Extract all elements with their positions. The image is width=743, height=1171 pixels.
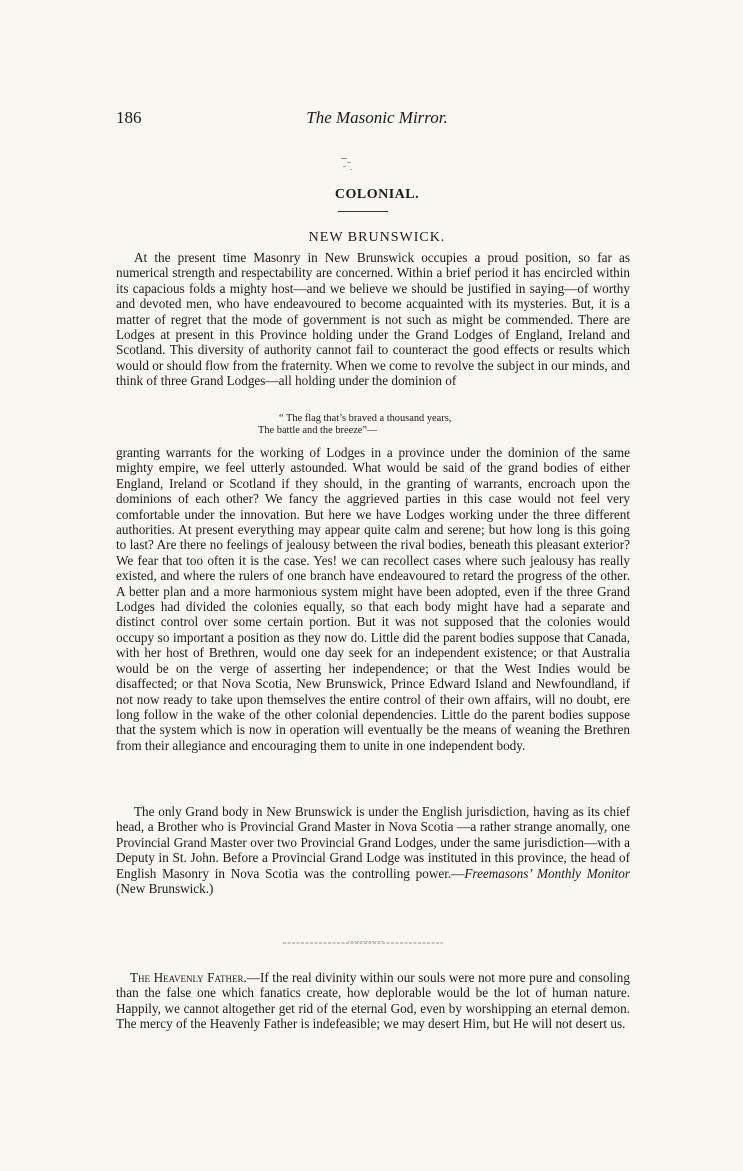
verse-line-1: “ The flag that’s braved a thousand years, bbox=[279, 413, 452, 424]
note-text: —If the real divinity within our souls were not more pure and consoling than the false one which fanatics create, how deplorable would be the lot of human nature. Happily, we cannot altogether get rid of the eternal God, even by worshipping an eternal demon. The mercy of the Heavenly Father is indefeasible; we may desert Him, but He will not desert us. bbox=[116, 970, 630, 1032]
verse-line-2: The battle and the breeze”— bbox=[258, 425, 378, 437]
printing-specks bbox=[333, 156, 363, 176]
paragraph-3-body: The only Grand body in New Brunswick is under the English jurisdiction, having as its chief head, a Brother who is Provincial Grand Master in Nova Scotia —a rather strange anomally, one Provincial Grand Master over two Provincial Grand Lodges, under the same jurisdiction—with a Deputy in St. John. Before a Provincial Grand Lodge was instituted in this province, the head of English Masonry in Nova Scotia was the controlling power.— bbox=[116, 804, 630, 881]
section-rule bbox=[338, 211, 388, 212]
journal-title: The Masonic Mirror. bbox=[306, 108, 448, 127]
note-heading: The Heavenly Father. bbox=[130, 970, 247, 985]
source-suffix: (New Brunswick.) bbox=[116, 881, 214, 897]
running-head bbox=[116, 108, 638, 130]
verse-quotation bbox=[116, 413, 638, 438]
section-title: COLONIAL. bbox=[334, 187, 420, 202]
article-paragraph-2: granting warrants for the working of Lodges in a province under the dominion of the same mighty empire, we feel utterly astounded. What would be said of the grand bodies of either England, Ireland or Scotland if they should, in the granting of warrants, encroach upon the dominions of each other? We fancy the aggrieved parties in this case would not feel very comfortable under the innovation. But here we have Lodges working under the three different authorities. At present everything may appear quite calm and serene; but how long is this going to last? Are there no feelings of jealousy between the rival bodies, beneath this pleasant exterior? We fear that too often it is the case. Yes! we can recollect cases where such jealousy has really existed, and where the rulers of one branch have endeavoured to retard the progress of the other. A better plan and a more harmonious system might have been adopted, even if the three Grand Lodges had divided the colonies equally, so that each body might have had a separate and distinct control over some certain portion. But it was not supposed that the colonies would occupy so important a position as they now do. Little did the parent bodies suppose that Canada, with her host of Brethren, would one day seek for an independent existence; or that Australia would be on the verge of asserting her independence; or that the West Indies would be disaffected; or that Nova Scotia, New Brunswick, Prince Edward Island and Newfoundland, if not now ready to take upon themselves the entire control of their own affairs, will no doubt, ere long follow in the wake of the other colonial dependencies. Little do the parent bodies suppose that the system which is now in operation will eventually be the means of weaning the Brethren from their allegiance and encouraging them to unite in one independent body. bbox=[116, 445, 630, 753]
article-paragraph-3 bbox=[116, 804, 630, 896]
section-divider bbox=[283, 940, 443, 946]
page-number: 186 bbox=[116, 108, 142, 127]
article-heading: NEW BRUNSWICK. bbox=[308, 230, 446, 245]
article-paragraph-1: At the present time Masonry in New Brunswick occupies a proud position, so far as numerical strength and respectability are concerned. Within a brief period it has encircled within its capacious folds a mighty host—and we believe we should be justified in saying—of worthy and devoted men, who have endeavoured to become acquainted with its mysteries. But, it is a matter of regret that the mode of government is not such as might be commended. There are Lodges at present in this Province holding under the Grand Lodges of England, Ireland and Scotland. This diversity of authority cannot fail to counteract the good effects or results which would or should flow from the fraternity. When we come to revolve the subject in our minds, and think of three Grand Lodges—all holding under the dominion of bbox=[116, 250, 630, 389]
note-paragraph bbox=[116, 970, 630, 1032]
source-citation: Freemasons’ Monthly Monitor bbox=[464, 865, 631, 881]
